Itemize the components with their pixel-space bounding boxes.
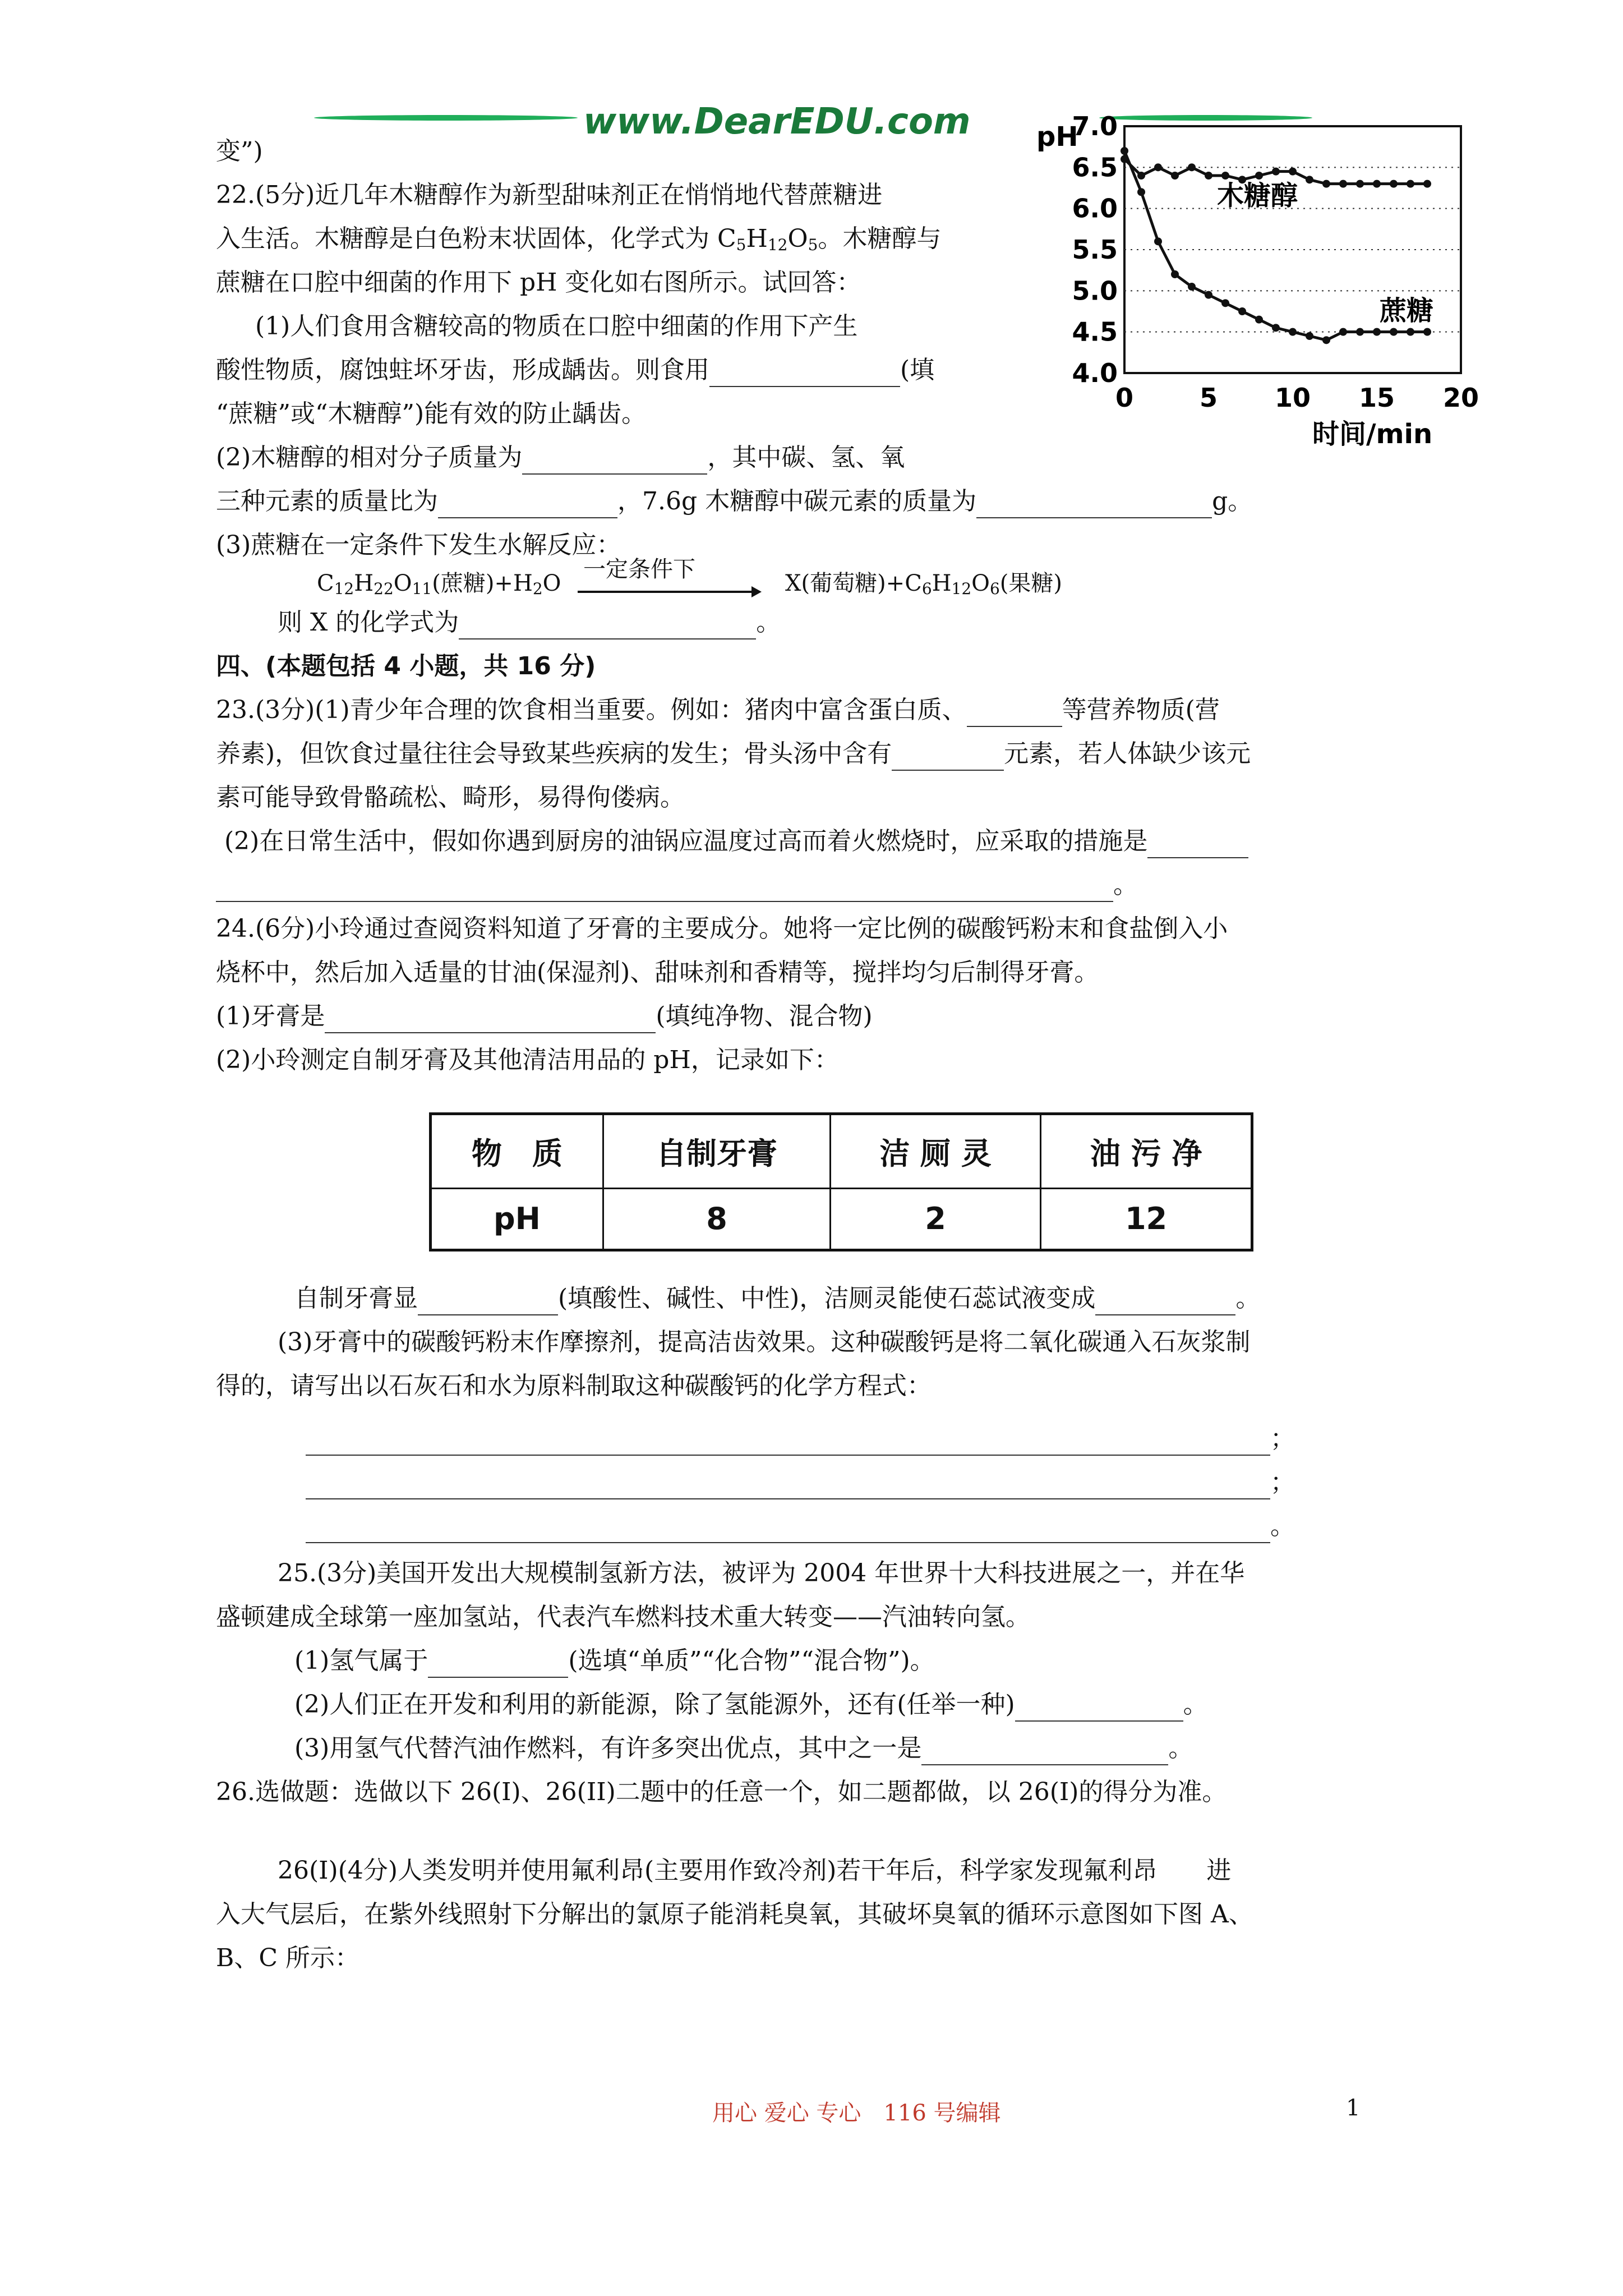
table-row-label: pH	[431, 1188, 603, 1250]
answer-blank[interactable]	[976, 493, 1212, 518]
answer-blank[interactable]	[967, 701, 1062, 727]
y-tick-label: 4.5	[1072, 316, 1118, 347]
text-line: 酸性物质，腐蚀蛀坏牙齿，形成龋齿。则食用 (填	[216, 353, 934, 387]
answer-blank[interactable]	[306, 1517, 1270, 1543]
data-point	[1154, 163, 1162, 171]
text-line: 则 X 的化学式为 。	[278, 606, 781, 639]
data-point	[1238, 307, 1246, 315]
y-tick-label: 6.0	[1072, 193, 1118, 224]
data-point	[1407, 328, 1414, 336]
data-point	[1255, 172, 1263, 180]
text-line: “蔗糖”或“木糖醇”)能有效的防止龋齿。	[216, 399, 647, 428]
data-point	[1255, 316, 1263, 324]
table-header-cell: 洁 厕 灵	[831, 1114, 1041, 1189]
table-header-cell: 物 质	[431, 1114, 603, 1189]
question-23-title: 23.(3分)(1)青少年合理的饮食相当重要。例如：猪肉中富含蛋白质、 等营养物质(营	[216, 693, 1220, 727]
text-line: 蔗糖在口腔中细菌的作用下 pH 变化如右图所示。试回答：	[216, 268, 861, 297]
text-line: 变”)	[216, 137, 263, 165]
answer-blank[interactable]	[325, 1007, 656, 1033]
footer-text: 用心 爱心 专心 116 号编辑	[712, 2100, 1001, 2126]
data-point	[1272, 168, 1280, 176]
text-line: 盛顿建成全球第一座加氢站，代表汽车燃料技术重大转变——汽油转向氢。	[216, 1603, 1030, 1631]
text-line: (3)蔗糖在一定条件下发生水解反应：	[216, 531, 621, 559]
text-line: (2)木糖醇的相对分子质量为 ，其中碳、氢、氧	[216, 441, 905, 475]
data-point	[1339, 180, 1347, 188]
text-line: 。	[216, 868, 1138, 902]
answer-blank[interactable]	[1095, 1290, 1235, 1315]
text-line: (3)用氢气代替汽油作燃料，有许多突出优点，其中之一是 。	[294, 1732, 1193, 1765]
text-line: (1)牙膏是 (填纯净物、混合物)	[216, 1000, 873, 1033]
text-line: (3)牙膏中的碳酸钙粉末作摩擦剂，提高洁齿效果。这种碳酸钙是将二氧化碳通入石灰浆制	[278, 1328, 1251, 1356]
data-point	[1137, 172, 1145, 180]
answer-blank[interactable]	[892, 745, 1004, 771]
ph-table	[429, 1112, 1253, 1251]
y-tick-label: 7.0	[1072, 112, 1118, 141]
reaction-products: X(葡萄糖)$+C_6H_{12}O_6$(果糖)	[785, 570, 1063, 598]
data-point	[1356, 180, 1364, 188]
x-axis-label: 时间/min	[1312, 418, 1433, 450]
y-tick-label: 4.0	[1072, 358, 1118, 388]
table-row	[431, 1188, 1252, 1250]
x-tick-label: 20	[1442, 383, 1479, 413]
text-line: 素可能导致骨骼疏松、畸形，易得佝偻病。	[216, 783, 685, 812]
question-25-title: 25.(3分)美国开发出大规模制氢新方法，被评为 2004 年世界十大科技进展之一，并在华	[278, 1559, 1245, 1588]
text-line: (2)小玲测定自制牙膏及其他清洁用品的 pH，记录如下：	[216, 1046, 839, 1074]
x-tick-label: 5	[1199, 383, 1218, 413]
data-point	[1221, 172, 1229, 180]
data-point	[1306, 176, 1313, 183]
data-point	[1289, 328, 1297, 336]
text-line: 自制牙膏显 (填酸性、碱性、中性)，洁厕灵能使石蕊试液变成 。	[294, 1282, 1260, 1315]
question-22-title: 22.(5分)近几年木糖醇作为新型甜味剂正在悄悄地代替蔗糖进	[216, 181, 883, 209]
data-point	[1272, 324, 1280, 332]
text-line: 。	[306, 1510, 1295, 1543]
data-point	[1188, 283, 1196, 291]
answer-blank[interactable]	[216, 876, 1113, 902]
data-point	[1289, 168, 1297, 176]
question-24-title: 24.(6分)小玲通过查阅资料知道了牙膏的主要成分。她将一定比例的碳酸钙粉末和食盐倒入小	[216, 914, 1228, 943]
x-tick-label: 10	[1274, 383, 1311, 413]
data-point	[1221, 299, 1229, 307]
data-point	[1121, 147, 1128, 155]
table-header-row	[431, 1114, 1252, 1189]
table-header-cell: 油 污 净	[1041, 1114, 1252, 1189]
answer-blank[interactable]	[1015, 1696, 1183, 1722]
data-point	[1373, 180, 1381, 188]
text-line: (1)氢气属于 (选填“单质”“化合物”“混合物”)。	[294, 1644, 935, 1678]
series-label-sucrose: 蔗糖	[1380, 295, 1434, 326]
text-line: 养素)，但饮食过量往往会导致某些疾病的发生；骨头汤中含有 元素，若人体缺少该元	[216, 737, 1251, 771]
x-tick-label: 0	[1115, 383, 1134, 413]
y-tick-label: 5.0	[1072, 275, 1118, 306]
site-logo: www.DearEDU.com	[583, 101, 971, 142]
text-line: B、C 所示：	[216, 1944, 359, 1972]
table-header-cell: 自制牙膏	[603, 1114, 830, 1189]
data-point	[1188, 163, 1196, 171]
data-point	[1322, 336, 1330, 344]
data-point	[1423, 180, 1431, 188]
y-axis-label: pH	[1036, 121, 1078, 153]
answer-blank[interactable]	[418, 1290, 558, 1315]
series-label-xylitol: 木糖醇	[1217, 180, 1298, 211]
text-line: 26(I)(4分)人类发明并使用氟利昂(主要用作致冷剂)若干年后，科学家发现氟利昂 进	[278, 1856, 1232, 1885]
data-point	[1137, 188, 1145, 196]
reaction-condition: 一定条件下	[583, 556, 695, 582]
question-26-title: 26.选做题：选做以下 26(I)、26(II)二题中的任意一个，如二题都做，以 26(I)的得分为准。	[216, 1778, 1227, 1806]
text-line: 得的，请写出以石灰石和水为原料制取这种碳酸钙的化学方程式：	[216, 1372, 932, 1400]
data-point	[1356, 328, 1364, 336]
header-swoosh-left	[314, 115, 578, 121]
data-point	[1154, 237, 1162, 245]
data-point	[1373, 328, 1381, 336]
data-point	[1407, 180, 1414, 188]
data-point	[1322, 180, 1330, 188]
text-line: 入大气层后，在紫外线照射下分解出的氯原子能消耗臭氧，其破坏臭氧的循环示意图如下图 A、	[216, 1900, 1253, 1929]
answer-blank[interactable]	[459, 614, 756, 639]
text-line: (2)人们正在开发和利用的新能源，除了氢能源外，还有(任举一种) 。	[294, 1688, 1208, 1722]
answer-blank[interactable]	[522, 449, 707, 475]
answer-blank[interactable]	[428, 1652, 568, 1678]
data-point	[1390, 180, 1398, 188]
data-point	[1306, 332, 1313, 340]
x-tick-label: 15	[1358, 383, 1395, 413]
answer-blank[interactable]	[438, 493, 617, 518]
answer-blank[interactable]	[921, 1740, 1168, 1765]
text-line: (2)在日常生活中，假如你遇到厨房的油锅应温度过高而着火燃烧时，应采取的措施是	[224, 825, 1248, 858]
ph-chart	[1032, 112, 1537, 460]
data-point	[1205, 172, 1212, 180]
table-cell: 12	[1041, 1188, 1252, 1250]
y-tick-label: 6.5	[1072, 152, 1118, 183]
text-line: ；	[306, 1466, 1295, 1499]
answer-blank[interactable]	[306, 1430, 1270, 1456]
table-cell: 8	[603, 1188, 830, 1250]
data-point	[1339, 328, 1347, 336]
data-point	[1390, 328, 1398, 336]
text-line: 烧杯中，然后加入适量的甘油(保湿剂)、甜味剂和香精等，搅拌均匀后制得牙膏。	[216, 958, 1099, 987]
text-line: 三种元素的质量比为 ，7.6g 木糖醇中碳元素的质量为 g。	[216, 485, 1252, 518]
answer-blank[interactable]	[306, 1474, 1270, 1499]
page-number: 1	[1346, 2095, 1361, 2121]
data-point	[1205, 291, 1212, 299]
answer-blank[interactable]	[1147, 832, 1248, 858]
text-line: 入生活。木糖醇是白色粉末状固体，化学式为 $C_5H_{12}O_5$。木糖醇与	[216, 224, 942, 254]
y-tick-label: 5.5	[1072, 234, 1118, 265]
answer-blank[interactable]	[709, 361, 900, 387]
data-point	[1423, 328, 1431, 336]
reaction-arrow	[578, 583, 763, 600]
section-four-heading: 四、(本题包括 4 小题，共 16 分)	[216, 652, 596, 680]
data-point	[1171, 270, 1179, 278]
table-cell: 2	[831, 1188, 1041, 1250]
text-line: ；	[306, 1422, 1295, 1456]
data-point	[1171, 172, 1179, 180]
text-line: (1)人们食用含糖较高的物质在口腔中细菌的作用下产生	[255, 312, 858, 341]
reaction-equation: $C_{12}H_{22}O_{11}$(蔗糖)$+H_2O$	[317, 570, 561, 598]
